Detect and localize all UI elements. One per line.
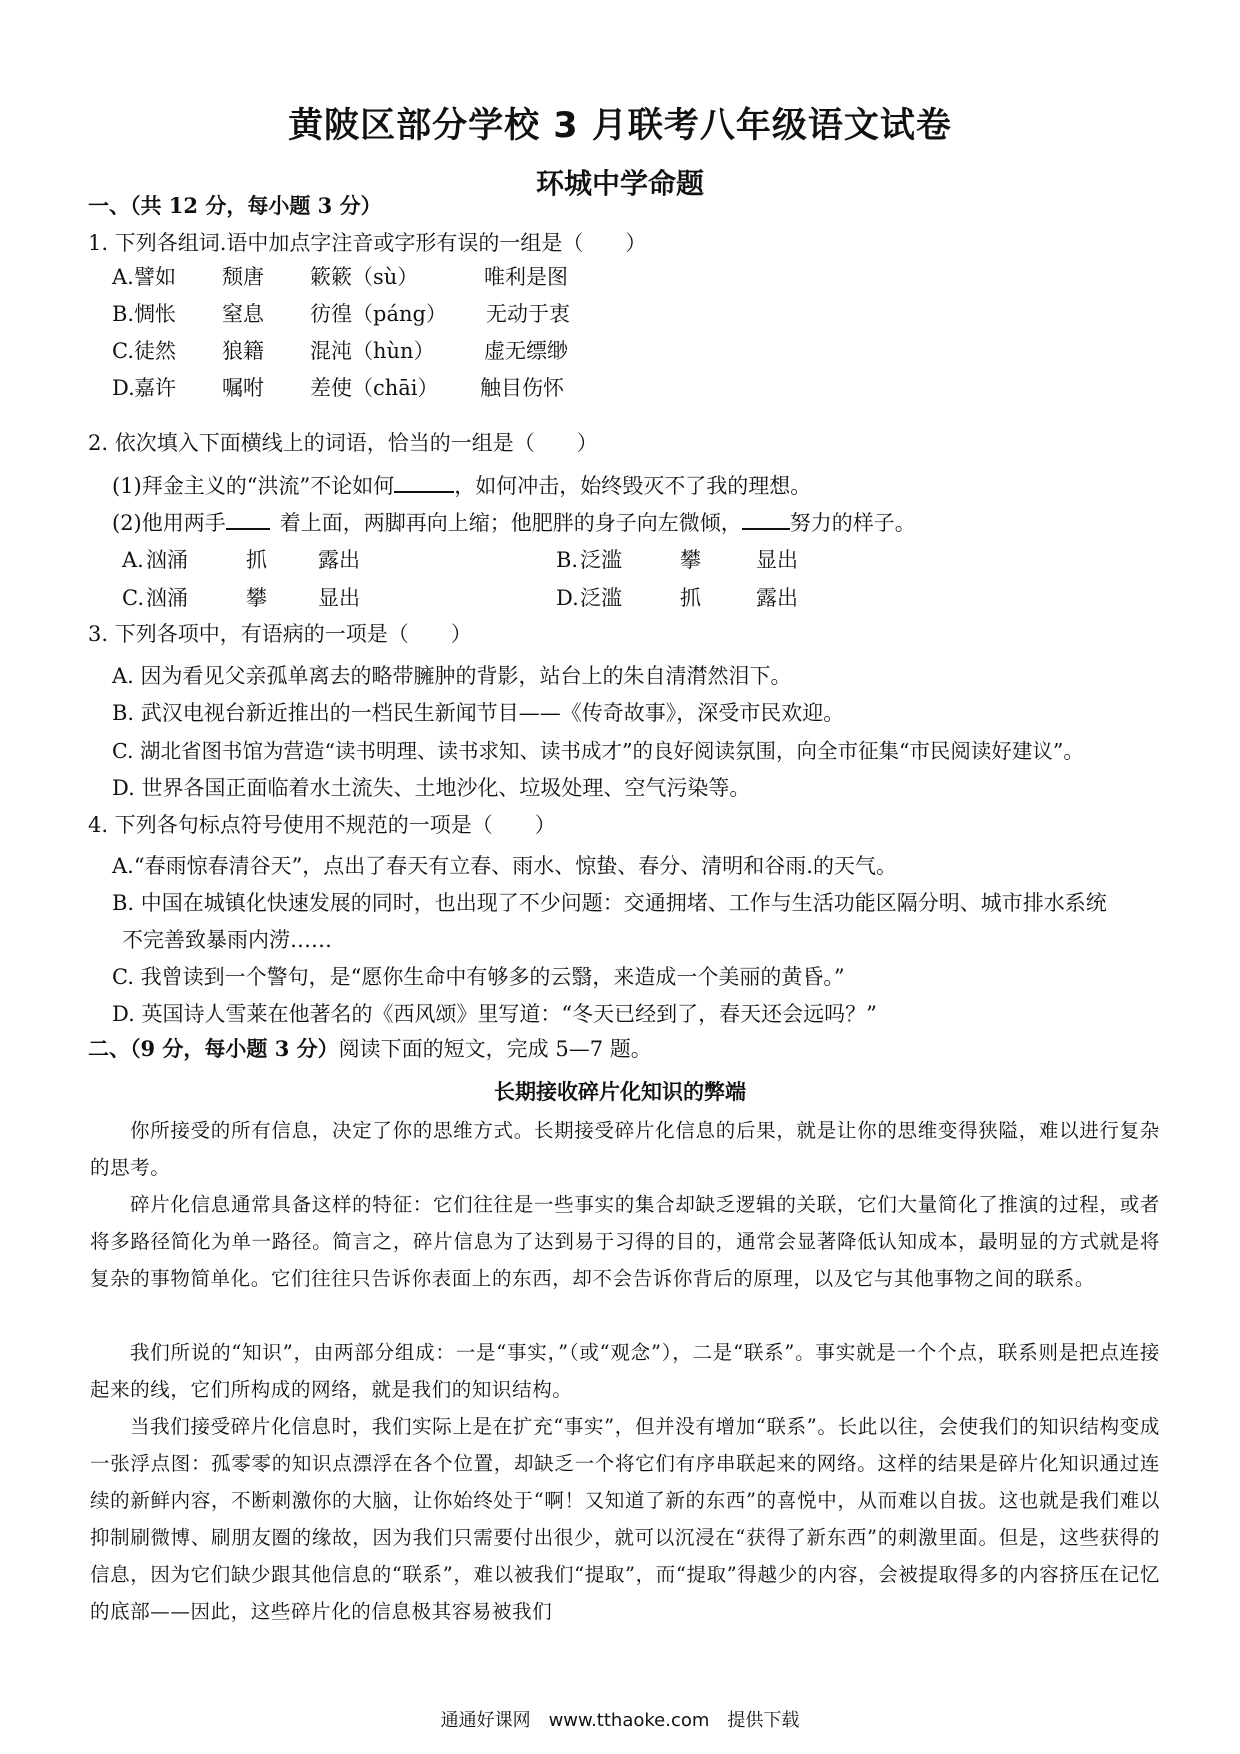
option-item: 攀 (246, 586, 267, 610)
option-item: 嘉许 (134, 376, 176, 400)
q2-sentence-2 (112, 508, 916, 538)
page-title: 黄陂区部分学校 3 月联考八年级语文试卷 (288, 106, 952, 146)
option-item: 虚无缥缈 (484, 339, 568, 363)
section-1-header: 一、（共 12 分，每小题 3 分） (88, 193, 382, 218)
option-item: 泛滥 (580, 548, 622, 572)
page-subtitle: 环城中学命题 (535, 167, 704, 200)
option-item: 抓 (680, 586, 701, 610)
option-item: 簌簌（sù） (310, 265, 419, 289)
option-item: 抓 (246, 548, 267, 572)
answer-blank (226, 508, 270, 530)
q2-s1-text-b: ，如何冲击，始终毁灭不了我的理想。 (454, 474, 812, 498)
option-item: 唯利是图 (484, 265, 568, 289)
q4-option-c: C. 我曾读到一个警句，是“愿你生命中有够多的云翳，来造成一个美丽的黄昏。” (112, 965, 845, 989)
q4-option-b-cont: 不完善致暴雨内涝…… (122, 928, 332, 952)
q4-option-a: A.“春雨惊春清谷天”，点出了春天有立春、雨水、惊蛰、春分、清明和谷雨.的天气。 (112, 854, 897, 878)
answer-blank (394, 471, 454, 493)
option-item: 徒然 (134, 339, 176, 363)
option-item: 惆怅 (134, 302, 176, 326)
q2-s2-text-a: (2)他用两手 (112, 511, 226, 535)
option-label: A. (122, 548, 144, 572)
option-label: B. (112, 302, 135, 326)
q3-option-b: B. 武汉电视台新近推出的一档民生新闻节目——《传奇故事》，深受市民欢迎。 (112, 701, 845, 725)
q3-option-d: D. 世界各国正面临着水土流失、土地沙化、垃圾处理、空气污染等。 (112, 776, 751, 800)
q2-s1-text-a: (1)拜金主义的“洪流”不论如何 (112, 474, 395, 498)
answer-blank (742, 508, 790, 530)
passage-title: 长期接收碎片化知识的弊端 (494, 1079, 746, 1104)
option-item: 颓唐 (222, 265, 264, 289)
option-item: 露出 (318, 548, 360, 572)
option-item: 触目伤怀 (480, 376, 564, 400)
option-item: 显出 (318, 586, 360, 610)
option-item: 譬如 (134, 265, 176, 289)
q4-option-b: B. 中国在城镇化快速发展的同时，也出现了不少问题：交通拥堵、工作与生活功能区隔分明、城市排水系统 (112, 891, 1107, 915)
q2-s2-text-b: 着上面，两脚再向上缩；他肥胖的身子向左微倾， (279, 511, 742, 535)
question-4-stem: 4. 下列各句标点符号使用不规范的一项是（ ） (88, 813, 556, 837)
section-2-header (88, 1034, 652, 1064)
option-item: 彷徨（páng） (310, 302, 447, 326)
passage-paragraph: 碎片化信息通常具备这样的特征：它们往往是一些事实的集合却缺乏逻辑的关联，它们大量简化了推演的过程，或者将多路径简化为单一路径。简言之，碎片信息为了达到易于习得的目的，通常会显著降低认知成本，最明显的方式就是将复杂的事物简单化。它们往往只告诉你表面上的东西，却不会告诉你背后的原理，以及它与其他事物之间的联系。 (90, 1193, 1160, 1290)
q2-sentence-1 (112, 471, 811, 501)
option-label: D. (112, 376, 135, 400)
q3-option-a: A. 因为看见父亲孤单离去的略带臃肿的背影，站台上的朱自清潸然泪下。 (112, 664, 792, 688)
option-label: A. (112, 265, 134, 289)
question-2-stem: 2. 依次填入下面横线上的词语，恰当的一组是（ ） (88, 431, 598, 455)
question-1-stem: 1. 下列各组词.语中加点字注音或字形有误的一组是（ ） (88, 231, 647, 255)
section-2-instruction: 阅读下面的短文，完成 5—7 题。 (338, 1037, 652, 1061)
option-item: 显出 (756, 548, 798, 572)
q2-s2-text-c: 努力的样子。 (789, 511, 916, 535)
option-label: C. (122, 586, 144, 610)
option-label: C. (112, 339, 134, 363)
q3-option-c: C. 湖北省图书馆为营造“读书明理、读书求知、读书成才”的良好阅读氛围，向全市征集“市民阅读好建议”。 (112, 739, 1084, 763)
q4-option-d: D. 英国诗人雪莱在他著名的《西风颂》里写道：“冬天已经到了，春天还会远吗？” (112, 1002, 877, 1026)
section-2-label: 二、（9 分，每小题 3 分） (88, 1036, 339, 1061)
question-3-stem: 3. 下列各项中，有语病的一项是（ ） (88, 622, 472, 646)
option-item: 露出 (756, 586, 798, 610)
option-item: 攀 (680, 548, 701, 572)
option-item: 汹涌 (146, 586, 188, 610)
option-item: 差使（chāi） (310, 376, 439, 400)
page-footer: 通通好课网 www.tthaoke.com 提供下载 (440, 1710, 800, 1731)
option-label: D. (556, 586, 579, 610)
option-item: 无动于衷 (486, 302, 570, 326)
option-item: 狼籍 (222, 339, 264, 363)
option-item: 汹涌 (146, 548, 188, 572)
option-item: 泛滥 (580, 586, 622, 610)
option-item: 混沌（hùn） (310, 339, 435, 363)
passage-paragraph: 当我们接受碎片化信息时，我们实际上是在扩充“事实”，但并没有增加“联系”。长此以往，会使我们的知识结构变成一张浮点图：孤零零的知识点漂浮在各个位置，却缺乏一个将它们有序串联起来的网络。这样的结果是碎片化知识通过连续的新鲜内容，不断刺激你的大脑，让你始终处于“啊！又知道了新的东西”的喜悦中，从而难以自拔。这也就是我们难以抑制刷微博、刷朋友圈的缘故，因为我们只需要付出很少，就可以沉浸在“获得了新东西”的刺激里面。但是，这些获得的信息，因为它们缺少跟其他信息的“联系”，难以被我们“提取”，而“提取”得越少的内容，会被提取得多的内容挤压在记忆的底部——因此，这些碎片化的信息极其容易被我们 (90, 1415, 1160, 1623)
passage-paragraph: 你所接受的所有信息，决定了你的思维方式。长期接受碎片化信息的后果，就是让你的思维变得狭隘，难以进行复杂的思考。 (90, 1119, 1160, 1179)
option-item: 嘱咐 (222, 376, 264, 400)
passage-paragraph: 我们所说的“知识”，由两部分组成：一是“事实，”（或“观念”），二是“联系”。事实就是一个个点，联系则是把点连接起来的线，它们所构成的网络，就是我们的知识结构。 (90, 1341, 1160, 1401)
option-label: B. (556, 548, 579, 572)
option-item: 窒息 (222, 302, 264, 326)
